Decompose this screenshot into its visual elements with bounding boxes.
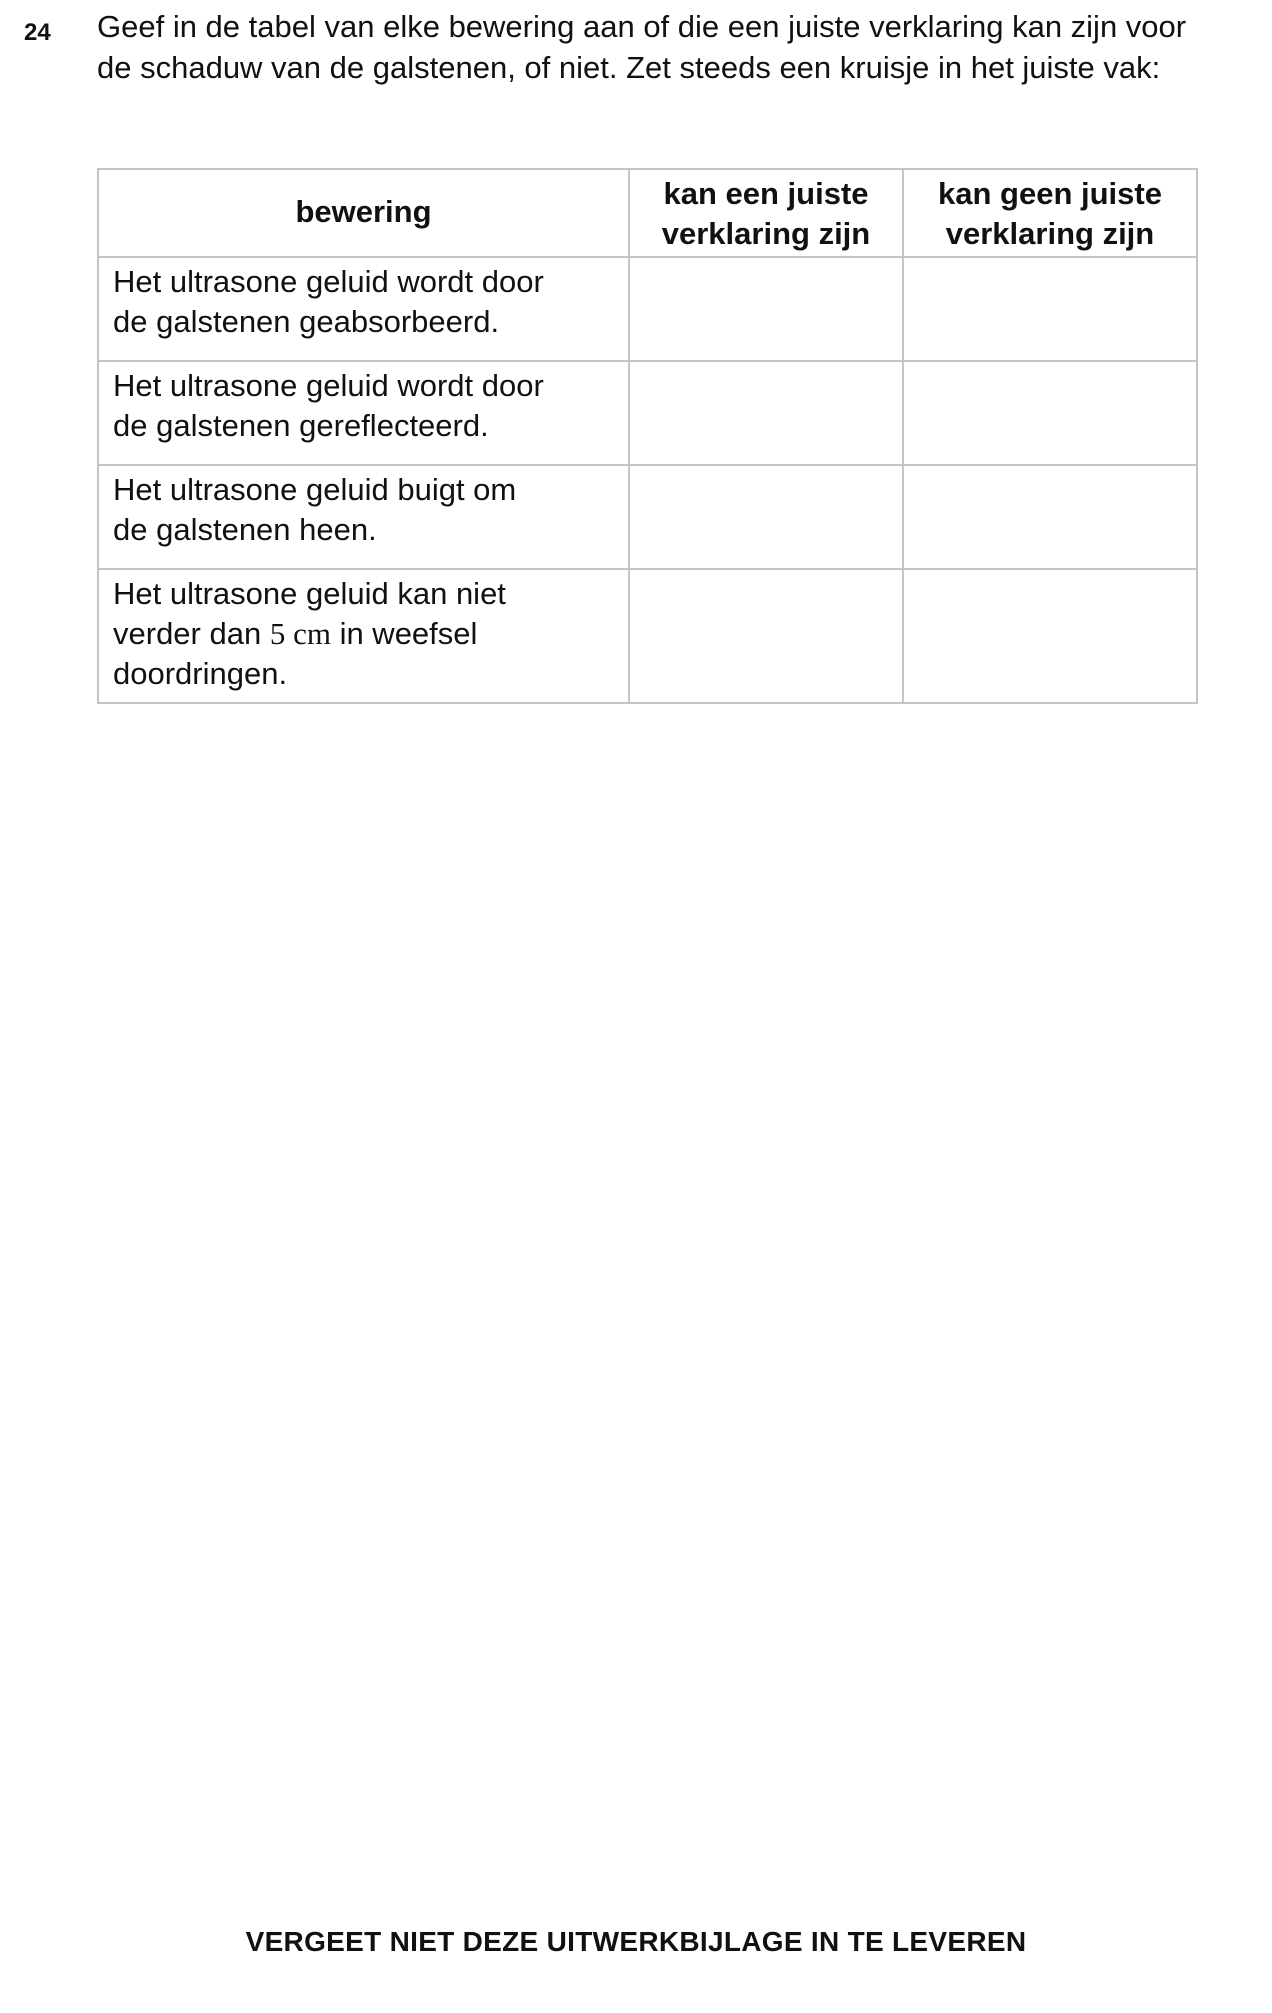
header-can-be-line1: kan een juiste [663, 176, 869, 211]
statement-line: Het ultrasone geluid wordt door [113, 368, 544, 403]
check-cell-can-be[interactable] [629, 465, 903, 569]
question-number: 24 [24, 19, 51, 46]
check-cell-cannot-be[interactable] [903, 569, 1197, 703]
header-can-be-line2: verklaring zijn [661, 216, 871, 251]
header-cannot-be [903, 169, 1197, 257]
statement-line: Het ultrasone geluid buigt om [113, 472, 517, 507]
statement-line: Het ultrasone geluid wordt door [113, 264, 544, 299]
statement-line: doordringen. [113, 656, 288, 691]
statement-cell [98, 361, 629, 465]
check-cell-cannot-be[interactable] [903, 361, 1197, 465]
footer-notice: VERGEET NIET DEZE UITWERKBIJLAGE IN TE LEVEREN [245, 1926, 1027, 1957]
table-row [98, 465, 1197, 569]
check-cell-cannot-be[interactable] [903, 257, 1197, 361]
statement-cell [98, 569, 629, 703]
statement-cell [98, 465, 629, 569]
header-statement-label: bewering [295, 194, 432, 229]
check-cell-cannot-be[interactable] [903, 465, 1197, 569]
statement-text: in weefsel [330, 616, 478, 651]
check-cell-can-be[interactable] [629, 569, 903, 703]
statement-cell [98, 257, 629, 361]
header-cannot-be-line1: kan geen juiste [938, 176, 1162, 211]
distance-value: 5 cm [269, 616, 331, 651]
statement-line: de galstenen gereflecteerd. [113, 408, 489, 443]
header-can-be [629, 169, 903, 257]
table-row [98, 257, 1197, 361]
table-row [98, 361, 1197, 465]
statement-line: Het ultrasone geluid kan niet [113, 576, 506, 611]
check-cell-can-be[interactable] [629, 257, 903, 361]
question-text: Geef in de tabel van elke bewering aan of die een juiste verklaring kan zijn voor de schaduw van de galstenen, of niet. Zet steeds een kruisje in het juiste vak: [97, 9, 1187, 85]
header-cannot-be-line2: verklaring zijn [945, 216, 1155, 251]
answer-table [97, 168, 1198, 704]
table-header-row [98, 169, 1197, 257]
statement-text: verder dan [113, 616, 270, 651]
header-statement [98, 169, 629, 257]
statement-line [113, 614, 614, 654]
statement-line: de galstenen geabsorbeerd. [113, 304, 500, 339]
statement-line: de galstenen heen. [113, 512, 377, 547]
check-cell-can-be[interactable] [629, 361, 903, 465]
table-row [98, 569, 1197, 703]
